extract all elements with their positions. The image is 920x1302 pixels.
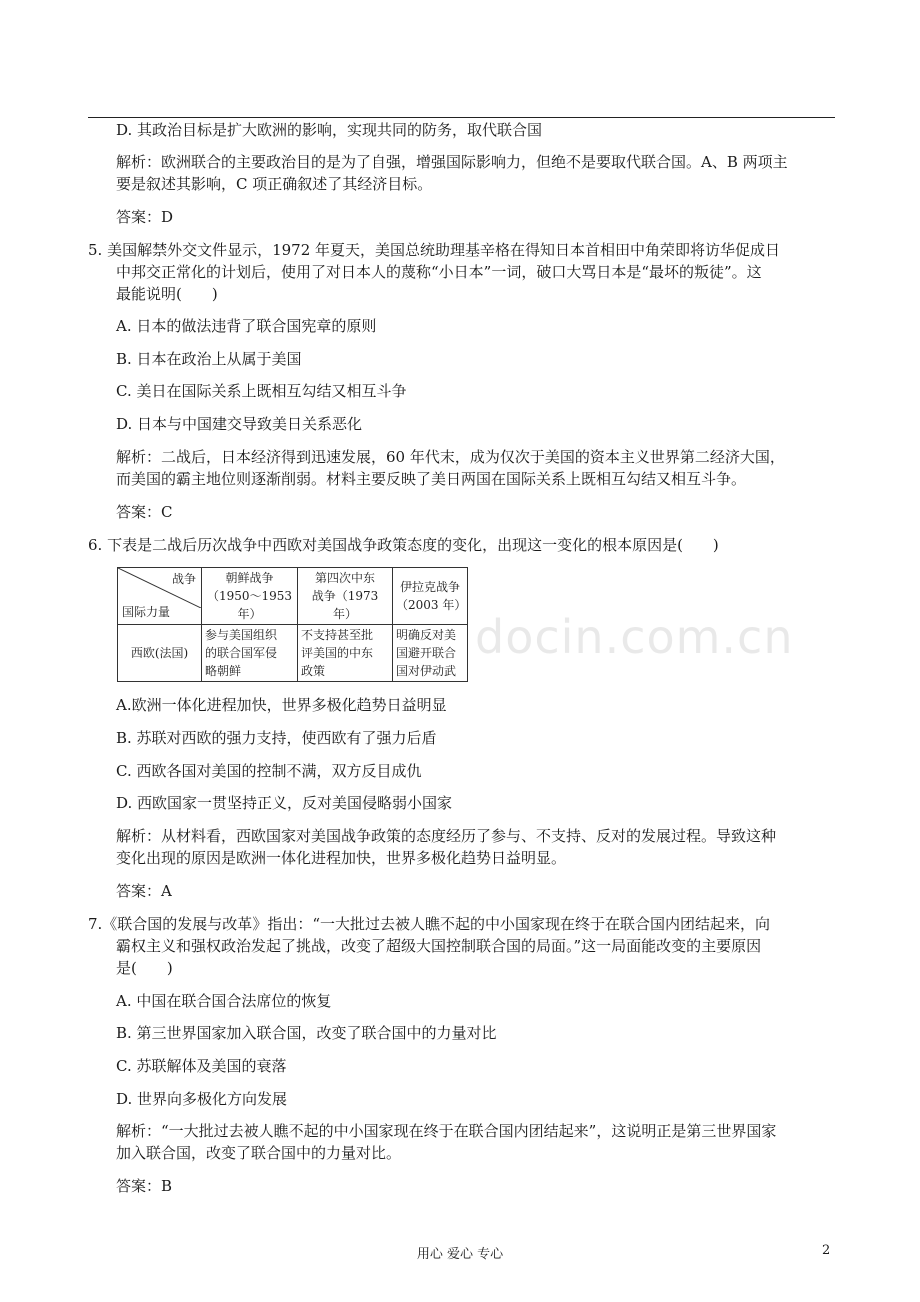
analysis-line: 而美国的霸主地位则逐渐削弱。材料主要反映了美日两国在国际关系上既相互勾结又相互斗争。 [116, 470, 747, 488]
answer-line: 答案：A [116, 882, 172, 900]
header-line: 战争（1973 年） [311, 589, 379, 621]
question-line: 最能说明( ) [116, 285, 218, 303]
corner-top-label: 战争 [171, 572, 196, 586]
table-header-cell [298, 568, 393, 625]
analysis-line: 解析：从材料看，西欧国家对美国战争政策的态度经历了参与、不支持、反对的发展过程。导致这种 [116, 827, 777, 845]
option-line: D. 世界向多极化方向发展 [116, 1090, 288, 1108]
analysis-line: 要是叙述其影响，C 项正确叙述了其经济目标。 [116, 175, 433, 193]
option-line: D. 其政治目标是扩大欧洲的影响，实现共同的防务，取代联合国 [116, 121, 543, 139]
table-cell [393, 625, 468, 682]
table-header-cell [393, 568, 468, 625]
option-line: C. 美日在国际关系上既相互勾结又相互斗争 [116, 382, 407, 400]
question-line: 5. 美国解禁外交文件显示，1972 年夏天，美国总统助理基辛格在得知日本首相田中角荣即将访华促成日 [88, 241, 781, 259]
analysis-line: 解析：二战后，日本经济得到迅速发展，60 年代末，成为仅次于美国的资本主义世界第二经济大国， [116, 448, 785, 466]
question-line: 7.《联合国的发展与改革》指出：“一大批过去被人瞧不起的中小国家现在终于在联合国内团结起来，向 [88, 915, 770, 933]
cell-line: 参与美国组织 [205, 628, 278, 642]
header-line: 朝鲜战争 [225, 571, 274, 585]
option-line: B. 苏联对西欧的强力支持，使西欧有了强力后盾 [116, 729, 437, 747]
option-line: D. 西欧国家一贯坚持正义，反对美国侵略弱小国家 [116, 794, 453, 812]
question-line: 是( ) [116, 959, 173, 977]
cell-line: 不支持甚至批 [301, 628, 374, 642]
option-line: C. 西欧各国对美国的控制不满，双方反目成仇 [116, 762, 422, 780]
table-cell [298, 625, 393, 682]
answer-line: 答案：B [116, 1177, 173, 1195]
header-line: （1950～1953 年） [206, 589, 293, 621]
header-line: （2003 年） [396, 598, 467, 612]
corner-bottom-label: 国际力量 [122, 605, 171, 619]
table-row-label: 西欧(法国) [118, 625, 202, 682]
table-cell [202, 625, 298, 682]
table-header-cell [202, 568, 298, 625]
page-number: 2 [822, 1243, 831, 1258]
option-line: D. 日本与中国建交导致美日关系恶化 [116, 415, 363, 433]
option-line: B. 第三世界国家加入联合国，改变了联合国中的力量对比 [116, 1024, 497, 1042]
analysis-line: 解析：“一大批过去被人瞧不起的中小国家现在终于在联合国内团结起来”，这说明正是第三世界国家 [116, 1122, 777, 1140]
analysis-line: 解析：欧洲联合的主要政治目的是为了自强，增强国际影响力，但绝不是要取代联合国。A、B 两项主 [116, 153, 788, 171]
option-line: C. 苏联解体及美国的衰落 [116, 1057, 287, 1075]
page-footer: 用心 爱心 专心 [416, 1247, 504, 1262]
war-attitude-table [117, 567, 468, 682]
cell-line: 国对伊动武 [396, 664, 457, 678]
question-line: 霸权主义和强权政治发起了挑战，改变了超级大国控制联合国的局面。”这一局面能改变的主要原因 [116, 937, 762, 955]
cell-line: 的联合国军侵 [205, 646, 278, 660]
header-line: 第四次中东 [314, 571, 375, 585]
answer-line: 答案：C [116, 503, 173, 521]
analysis-line: 变化出现的原因是欧洲一体化进程加快，世界多极化趋势日益明显。 [116, 849, 567, 867]
option-line: A. 日本的做法违背了联合国宪章的原则 [116, 317, 377, 335]
cell-line: 明确反对美 [396, 628, 457, 642]
answer-line: 答案：D [116, 208, 174, 226]
cell-line: 评美国的中东 [301, 646, 374, 660]
option-line: A.欧洲一体化进程加快，世界多极化趋势日益明显 [116, 696, 447, 714]
question-line: 6. 下表是二战后历次战争中西欧对美国战争政策态度的变化，出现这一变化的根本原因是( ) [88, 536, 719, 554]
cell-line: 国避开联合 [396, 646, 457, 660]
cell-line: 略朝鲜 [205, 664, 242, 678]
table-corner-cell [118, 568, 202, 625]
analysis-line: 加入联合国，改变了联合国中的力量对比。 [116, 1144, 402, 1162]
question-line: 中邦交正常化的计划后，使用了对日本人的蔑称“小日本”一词，破口大骂日本是“最坏的叛徒”。这 [116, 263, 762, 281]
option-line: A. 中国在联合国合法席位的恢复 [116, 992, 332, 1010]
header-rule [88, 117, 835, 118]
header-line: 伊拉克战争 [399, 580, 460, 594]
option-line: B. 日本在政治上从属于美国 [116, 350, 302, 368]
watermark: docin.com.cn [475, 610, 794, 664]
cell-line: 政策 [301, 664, 326, 678]
